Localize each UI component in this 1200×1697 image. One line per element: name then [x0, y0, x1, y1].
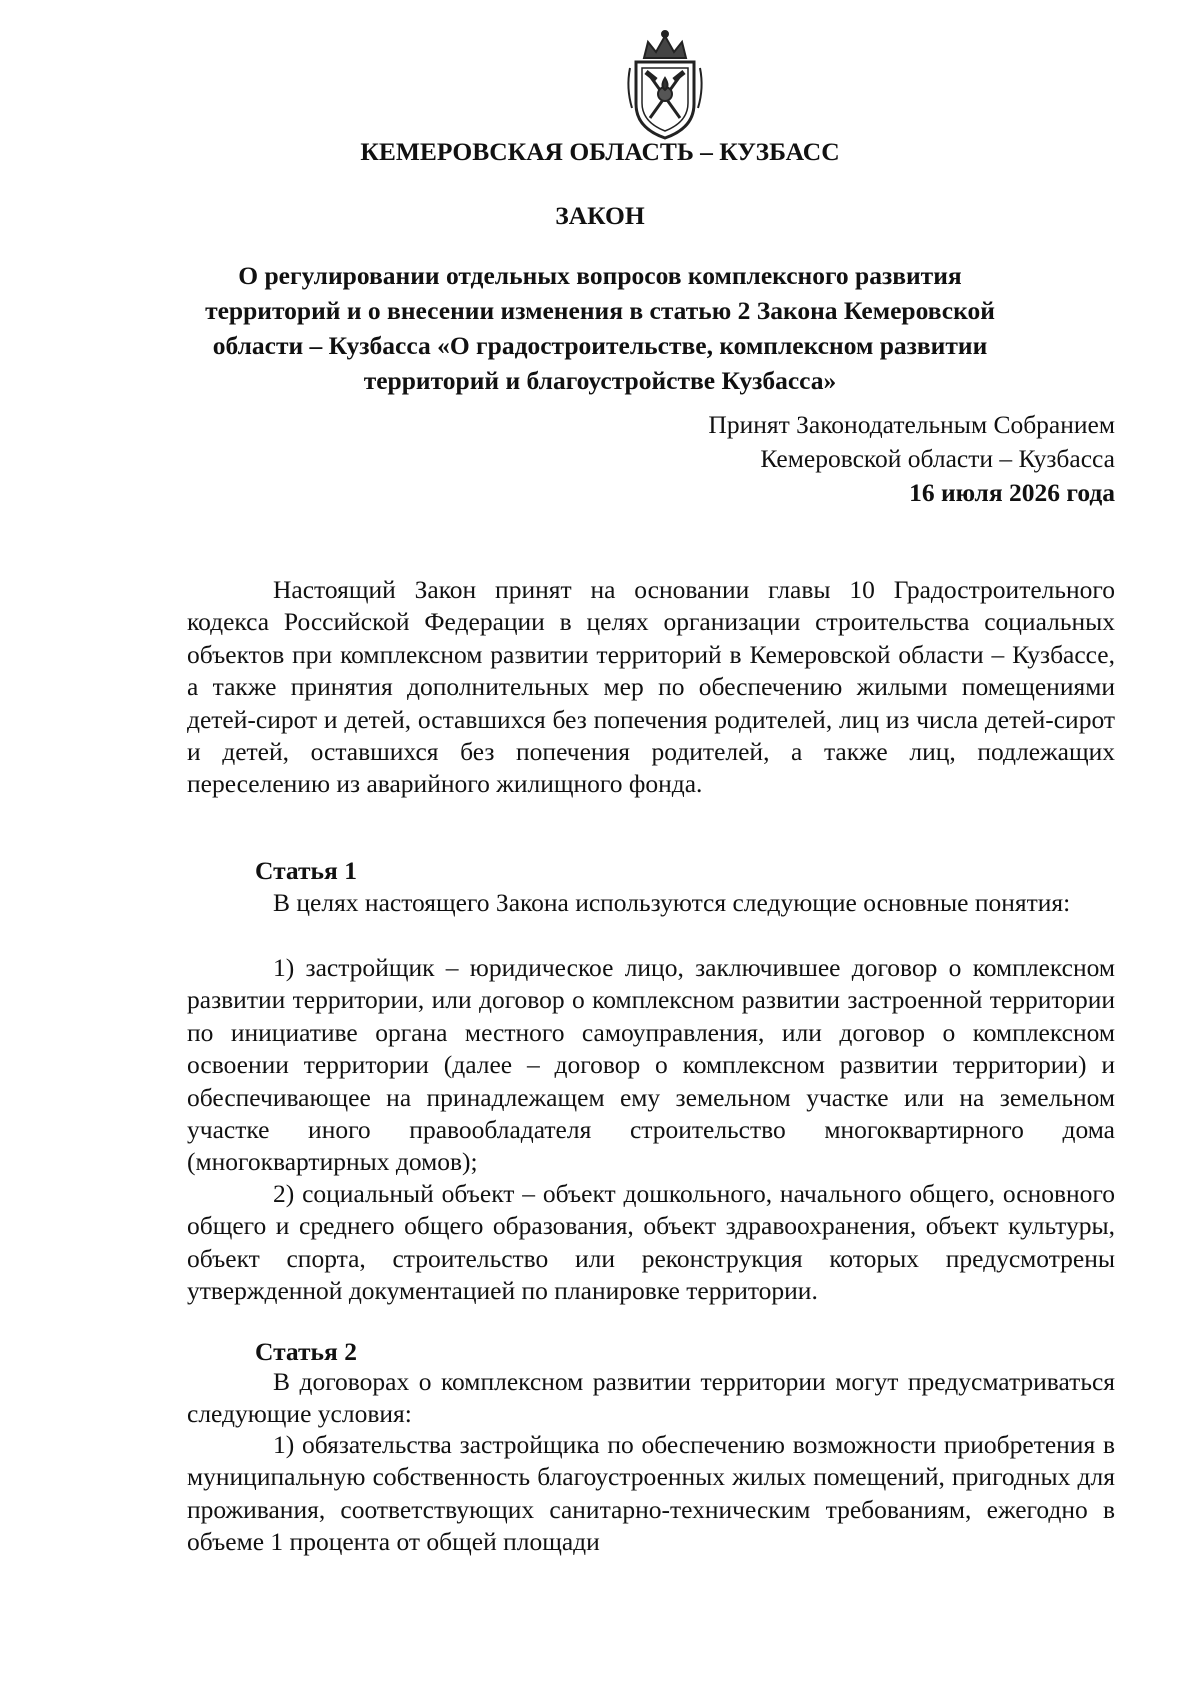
article-2-heading: Статья 2 [255, 1337, 357, 1366]
region-heading: КЕМЕРОВСКАЯ ОБЛАСТЬ – КУЗБАСС [360, 137, 840, 166]
article-1-item-2: 2) социальный объект – объект дошкольного, начального общего, основного общего и среднего общего образования, объект здравоохранения, объект культуры, объект спорта, строительство или реконструкция которых предусмотрены утвержденной документацией по планировке территории. [187, 1179, 1115, 1306]
adoption-line-2: Кемеровской области – Кузбасса [760, 444, 1115, 473]
adoption-block [708, 408, 1115, 510]
article-2-item-1: 1) обязательства застройщика по обеспечению возможности приобретения в муниципальную собственность благоустроенных жилых помещений, пригодных для проживания, соответствующих санитарно-техническим требованиям, ежегодно в объеме 1 процента от общей площади [187, 1430, 1115, 1557]
adoption-date: 16 июля 2026 года [909, 478, 1115, 507]
adoption-line-1: Принят Законодательным Собранием [708, 410, 1115, 439]
document-type-heading: ЗАКОН [555, 201, 645, 230]
article-1-heading: Статья 1 [255, 856, 357, 885]
article-2-intro: В договорах о комплексном развитии территории могут предусматриваться следующие условия: [187, 1367, 1115, 1429]
preamble-paragraph: Настоящий Закон принят на основании главы 10 Градостроительного кодекса Российской Федерации в целях организации строительства социальных объектов при комплексном развитии территорий в Кемеровской области – Кузбассе, а также принятия дополнительных мер по обеспечению жилыми помещениями детей-сирот и детей, оставшихся без попечения родителей, лиц из числа детей-сирот и детей, оставшихся без попечения родителей, а также лиц, подлежащих переселению из аварийного жилищного фонда. [187, 575, 1115, 799]
kuzbass-coat-of-arms-icon [622, 28, 708, 143]
article-1-item-1: 1) застройщик – юридическое лицо, заключившее договор о комплексном развитии территории, или договор о комплексном развитии застроенной территории по инициативе органа местного самоуправления, или договор о комплексном освоении территории (далее – договор о комплексном развитии территории) и обеспечивающее на принадлежащем ему земельном участке или на земельном участке иного правообладателя строительство многоквартирного дома (многоквартирных домов); [187, 953, 1115, 1177]
law-title: О регулировании отдельных вопросов комплексного развития территорий и о внесении изменения в статью 2 Закона Кемеровской области – Кузбасса «О градостроительстве, комплексном развитии территорий и благоустройстве Кузбасса» [205, 261, 995, 395]
article-1-intro: В целях настоящего Закона используются следующие основные понятия: [273, 888, 1071, 917]
